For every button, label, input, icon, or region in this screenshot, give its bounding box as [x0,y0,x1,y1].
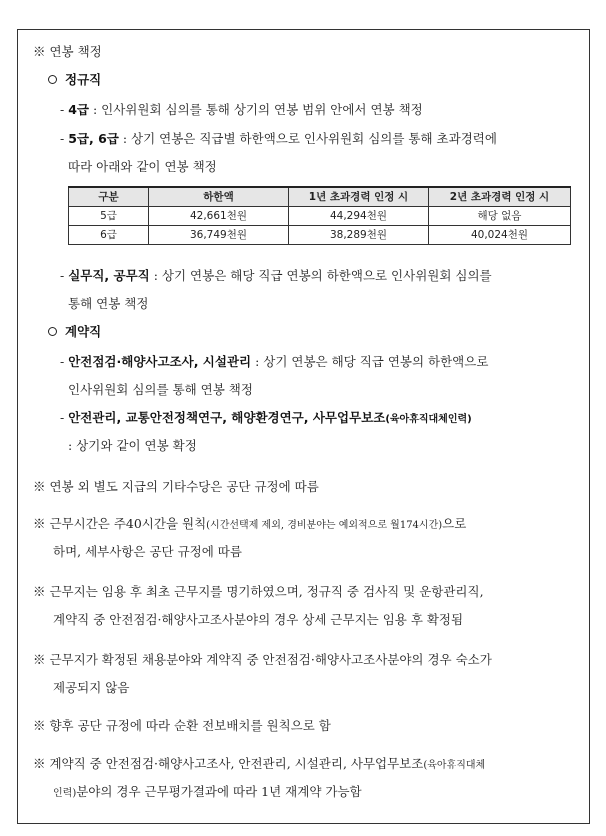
table-cell: 6급 [69,225,149,244]
note-recontract-1: ※ 계약직 중 안전점검·해양사고조사, 안전관리, 시설관리, 사무업무보조(육아휴직대체 [33,756,486,771]
note-recontract-2: 인력)분야의 경우 근무평가결과에 따라 1년 재계약 가능함 [53,784,362,799]
table-header: 2년 초과경력 인정 시 [429,187,571,206]
table-header: 하한액 [149,187,289,206]
contract-a-line-1: - 안전점검·해양사고조사, 시설관리 : 상기 연봉은 해당 직급 연봉의 하한액으로 [60,354,489,369]
note-allowance: ※ 연봉 외 별도 지급의 기타수당은 공단 규정에 따름 [33,479,319,494]
note-workplace-2: 계약직 중 안전점검·해양사고조사분야의 경우 상세 근무지는 임용 후 확정됨 [53,612,464,627]
table-row [69,225,571,244]
note-rotation: ※ 향후 공단 규정에 따라 순환 전보배치를 원칙으로 함 [33,718,331,733]
table-cell: 38,289천원 [289,225,429,244]
practical-line-2: 통해 연봉 책정 [68,296,149,311]
salary-table [68,186,571,245]
table-cell: 36,749천원 [149,225,289,244]
table-cell: 5급 [69,206,149,225]
note-housing-2: 제공되지 않음 [53,680,130,695]
note-hours-1: ※ 근무시간은 주40시간을 원칙(시간선택제 제외, 경비분야는 예외적으로 월174시간)으로 [33,516,467,531]
note-housing-1: ※ 근무지가 확정된 채용분야와 계약직 중 안전점검·해양사고조사분야의 경우 숙소가 [33,652,492,667]
grade4-line: - 4급 : 인사위원회 심의를 통해 상기의 연봉 범위 안에서 연봉 책정 [60,102,423,117]
contract-b-line-1: - 안전관리, 교통안전정책연구, 해양환경연구, 사무업무보조(육아휴직대체인력) [60,410,472,425]
contract-a-line-2: 인사위원회 심의를 통해 연봉 책정 [68,382,253,397]
grade56-line-1: - 5급, 6급 : 상기 연봉은 직급별 하한액으로 인사위원회 심의를 통해 초과경력에 [60,131,497,146]
grade56-line-2: 따라 아래와 같이 연봉 책정 [68,159,217,174]
table-header: 1년 초과경력 인정 시 [289,187,429,206]
notice-box [17,29,590,824]
table-cell: 42,661천원 [149,206,289,225]
note-workplace-1: ※ 근무지는 임용 후 최초 근무지를 명기하였으며, 정규직 중 검사직 및 운항관리직, [33,584,484,599]
table-header: 구분 [69,187,149,206]
contract-b-line-2: : 상기와 같이 연봉 확정 [68,438,197,453]
table-cell: 해당 없음 [429,206,571,225]
salary-section-title: ※ 연봉 책정 [33,44,102,59]
table-cell: 40,024천원 [429,225,571,244]
contract-heading: 계약직 [48,322,101,340]
circle-bullet-icon [48,327,57,336]
note-hours-2: 하며, 세부사항은 공단 규정에 따름 [53,544,242,559]
table-cell: 44,294천원 [289,206,429,225]
regular-heading: 정규직 [48,70,101,88]
circle-bullet-icon [48,75,57,84]
table-row [69,206,571,225]
practical-line-1: - 실무직, 공무직 : 상기 연봉은 해당 직급 연봉의 하한액으로 인사위원회 심의를 [60,268,492,283]
